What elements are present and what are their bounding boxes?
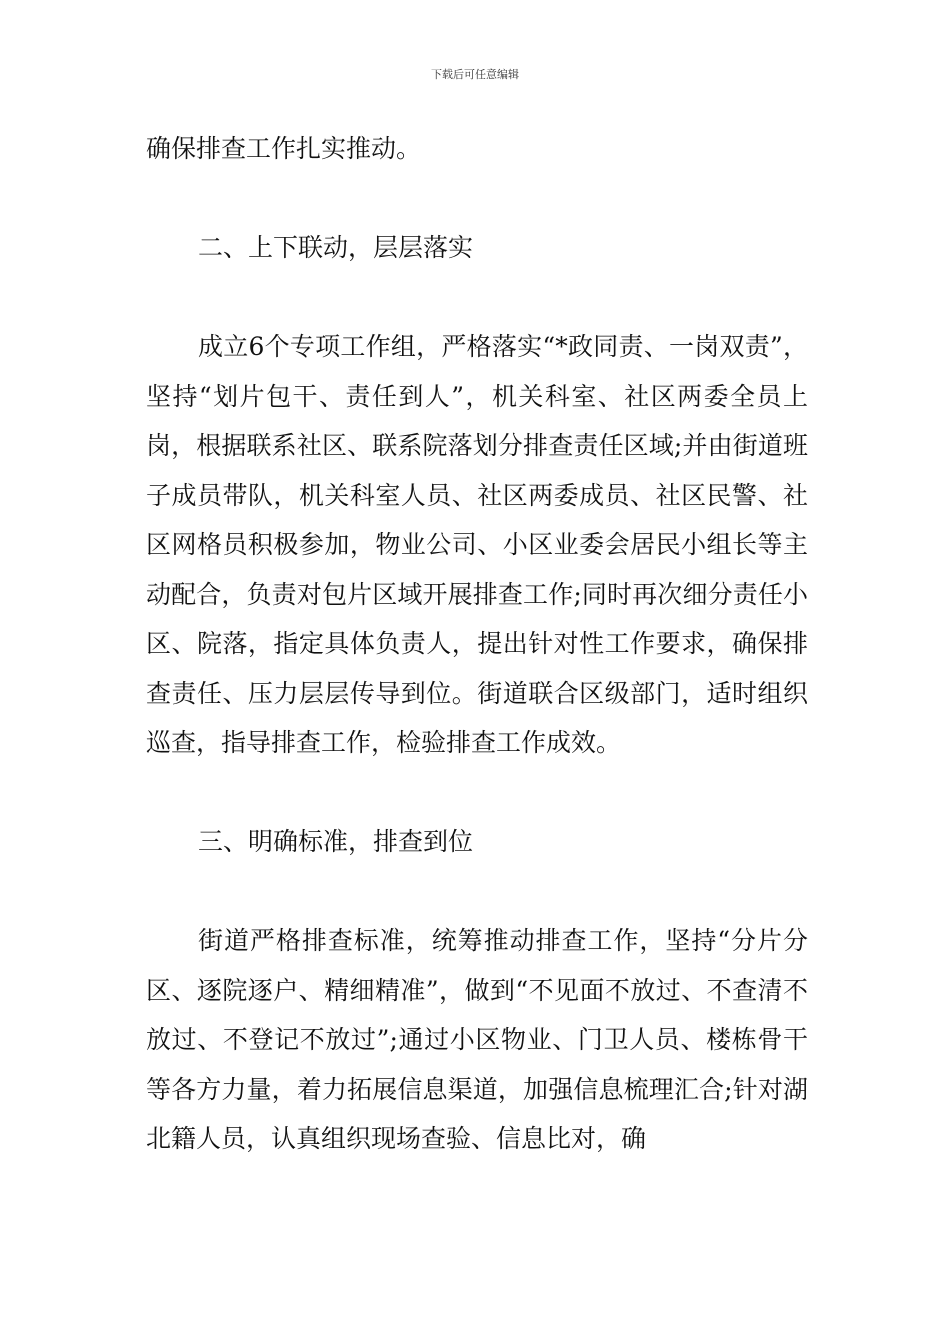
section-heading-2: 二、上下联动，层层落实 — [198, 233, 474, 262]
section-heading-3: 三、明确标准，排查到位 — [198, 827, 474, 856]
paragraph-section-2: 成立6个专项工作组，严格落实“*政同责、一岗双责”，坚持“划片包干、责任到人”，机关科室、社区两委全员上岗，根据联系社区、联系院落划分排查责任区域;并由街道班子成员带队，机关科室人员、社区两委成员、社区民警、社区网格员积极参加，物业公司、小区业委会居民小组长等主动配合，负责对包片区域开展排查工作;同时再次细分责任小区、院落，指定具体负责人，提出针对性工作要求，确保排查责任、压力层层传导到位。街道联合区级部门，适时组织巡查，指导排查工作，检验排查工作成效。 — [146, 332, 808, 757]
paragraph-continuation: 确保排查工作扎实推动。 — [146, 134, 422, 163]
document-body — [146, 124, 808, 1164]
page-header: 下载后可任意编辑 — [431, 68, 519, 81]
paragraph-section-3: 街道严格排查标准，统筹推动排查工作，坚持“分片分区、逐院逐户、精细精准”，做到“不见面不放过、不查清不放过、不登记不放过”;通过小区物业、门卫人员、楼栋骨干等各方力量，着力拓展信息渠道，加强信息梳理汇合;针对湖北籍人员，认真组织现场查验、信息比对，确 — [146, 926, 808, 1153]
